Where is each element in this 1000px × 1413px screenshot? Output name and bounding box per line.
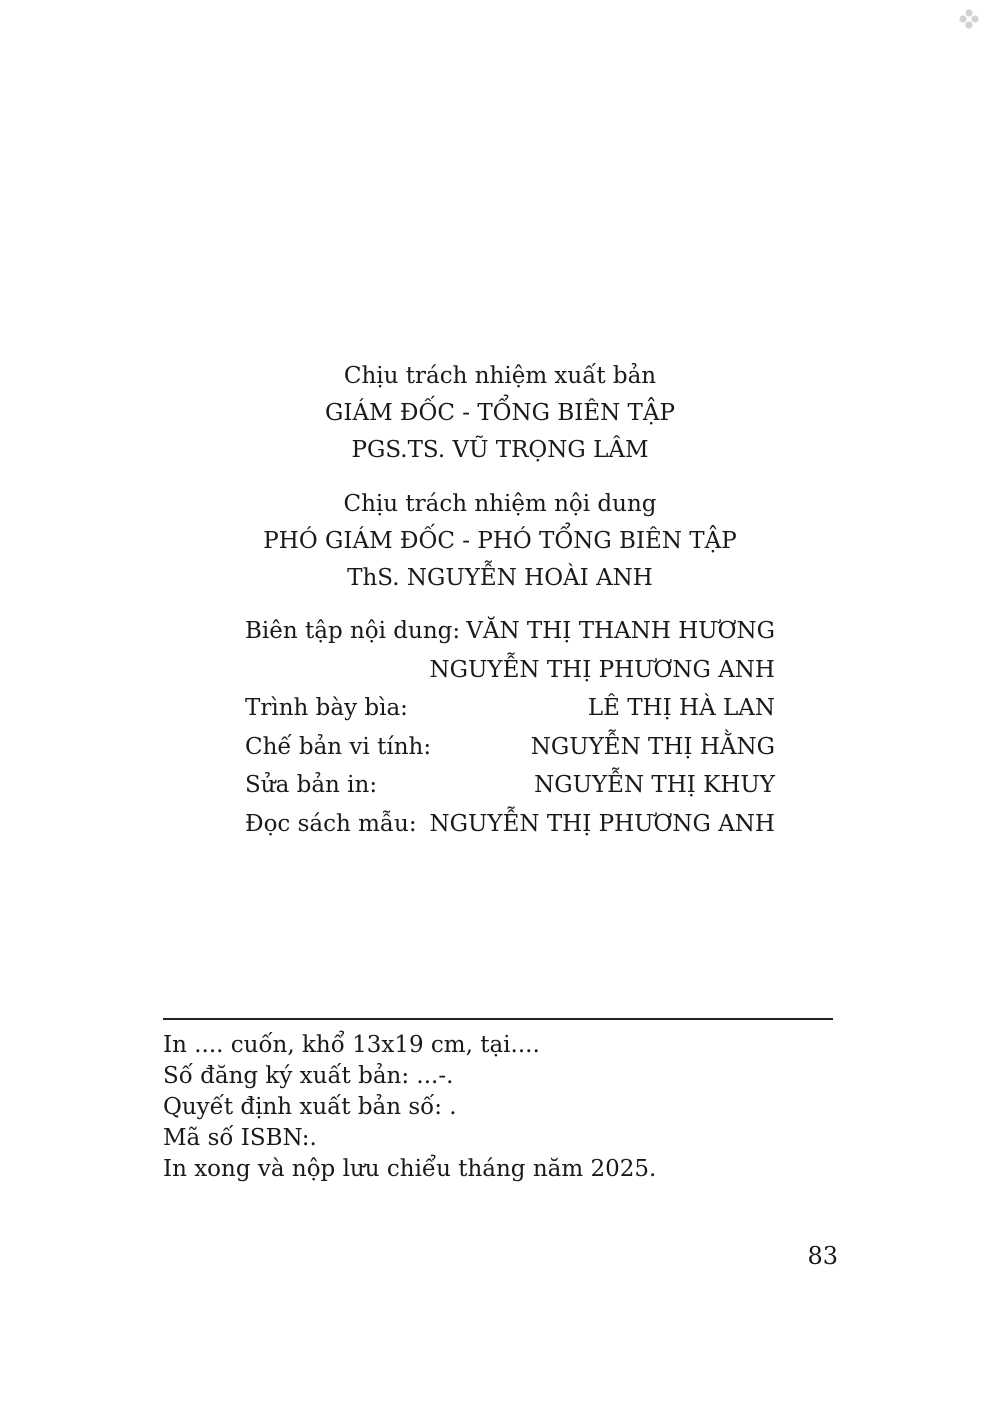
credit-row (245, 612, 775, 651)
credit-label: Chế bản vi tính: (245, 733, 432, 760)
credit-row (245, 651, 775, 690)
credit-value: NGUYỄN THỊ KHUY (534, 772, 775, 798)
credit-value: NGUYỄN THỊ PHƯƠNG ANH (429, 656, 775, 683)
imprint-line: In .... cuốn, khổ 13x19 cm, tại.... (163, 1032, 540, 1058)
credits-list (245, 612, 775, 843)
imprint-line: Quyết định xuất bản số: . (163, 1094, 457, 1120)
credit-label: Trình bày bìa: (245, 695, 408, 721)
credit-value: LÊ THỊ HÀ LAN (587, 695, 775, 721)
credit-value: NGUYỄN THỊ HẰNG (530, 733, 775, 760)
content-responsibility-block (0, 486, 1000, 597)
credit-label: Sửa bản in: (245, 772, 378, 798)
credit-row (245, 805, 775, 844)
imprint-block (163, 1030, 843, 1185)
publisher-responsibility-title: GIÁM ĐỐC - TỔNG BIÊN TẬP (325, 400, 675, 426)
publisher-responsibility-name: PGS.TS. VŨ TRỌNG LÂM (351, 437, 649, 463)
credit-value: VĂN THỊ THANH HƯƠNG (466, 618, 775, 644)
flower-ornament-icon (958, 8, 980, 30)
imprint-divider (163, 1018, 833, 1020)
credit-row (245, 689, 775, 728)
imprint-line: Số đăng ký xuất bản: ...-. (163, 1063, 454, 1089)
content-responsibility-title: PHÓ GIÁM ĐỐC - PHÓ TỔNG BIÊN TẬP (263, 528, 737, 554)
content-responsibility-name: ThS. NGUYỄN HOÀI ANH (347, 565, 653, 591)
imprint-line: In xong và nộp lưu chiểu tháng năm 2025. (163, 1156, 657, 1182)
credit-label: Biên tập nội dung: (245, 618, 461, 644)
credit-value: NGUYỄN THỊ PHƯƠNG ANH (429, 810, 775, 837)
page-number: 83 (807, 1242, 838, 1270)
content-responsibility-heading: Chịu trách nhiệm nội dung (343, 491, 657, 517)
credit-row (245, 766, 775, 805)
publisher-responsibility-heading: Chịu trách nhiệm xuất bản (343, 363, 657, 389)
imprint-line: Mã số ISBN:. (163, 1125, 317, 1151)
credit-row (245, 728, 775, 767)
publisher-responsibility-block (0, 358, 1000, 469)
credit-label: Đọc sách mẫu: (245, 810, 417, 837)
